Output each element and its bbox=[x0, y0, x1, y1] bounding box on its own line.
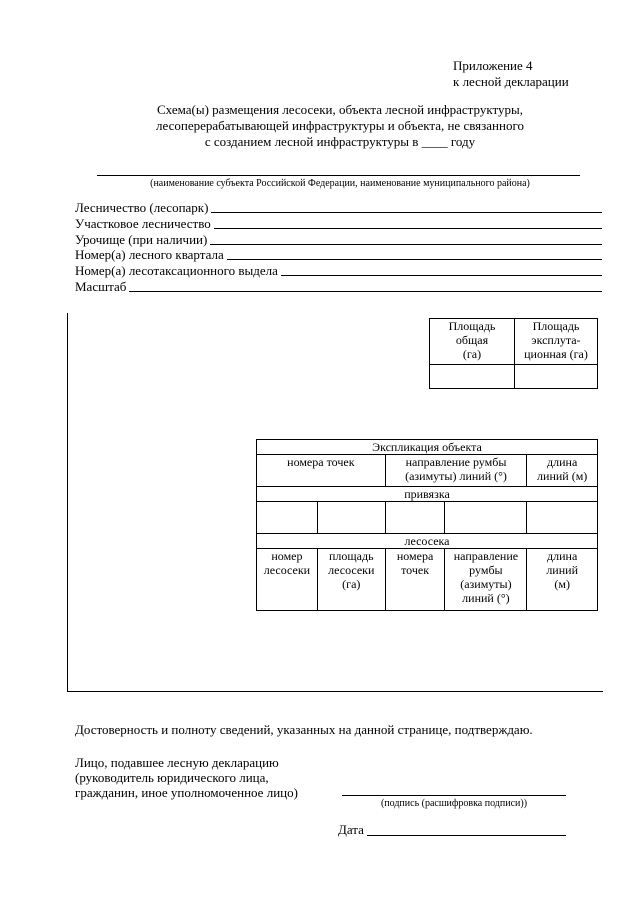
subject-caption: (наименование субъекта Российской Федерации, наименование муниципального района) bbox=[150, 178, 530, 189]
title-line-3: с созданием лесной инфраструктуры в ____ году bbox=[204, 134, 476, 149]
area-table bbox=[429, 318, 598, 389]
area-total-header: Площадь общая (га) bbox=[430, 319, 515, 365]
scale-line[interactable] bbox=[129, 291, 602, 292]
area-operational-header: Площадь эксплута- ционная (га) bbox=[515, 319, 598, 365]
quarter-field[interactable] bbox=[75, 247, 602, 262]
declarant-line-1: Лицо, подавшее лесную декларацию bbox=[75, 755, 279, 770]
declarant-line-2: (руководитель юридического лица, bbox=[75, 770, 269, 785]
date-label: Дата bbox=[338, 822, 364, 837]
area-operational-cell[interactable] bbox=[515, 365, 598, 389]
tract-field[interactable] bbox=[75, 232, 602, 247]
binding-cell-1[interactable] bbox=[257, 502, 318, 534]
plot-area-header: площадь лесосеки (га) bbox=[317, 549, 385, 611]
length-header: длина линий (м) bbox=[527, 455, 598, 487]
title-line-1: Схема(ы) размещения лесосеки, объекта лесной инфраструктуры, bbox=[157, 102, 523, 117]
binding-cell-5[interactable] bbox=[527, 502, 598, 534]
points-header: номера точек bbox=[257, 455, 386, 487]
plot-length-header: длина линий (м) bbox=[527, 549, 598, 611]
plot-row: лесосека bbox=[257, 534, 598, 549]
binding-cell-3[interactable] bbox=[385, 502, 445, 534]
binding-row: привязка bbox=[257, 487, 598, 502]
forestry-line[interactable] bbox=[211, 212, 602, 213]
binding-cell-2[interactable] bbox=[317, 502, 385, 534]
allotment-field[interactable] bbox=[75, 263, 602, 278]
district-forestry-line[interactable] bbox=[214, 228, 602, 229]
binding-cell-4[interactable] bbox=[445, 502, 527, 534]
scale-field[interactable] bbox=[75, 279, 602, 294]
district-forestry-label: Участковое лесничество bbox=[75, 216, 211, 231]
declarant-line-3: гражданин, иное уполномоченное лицо) bbox=[75, 785, 298, 800]
district-forestry-field[interactable] bbox=[75, 216, 602, 231]
confirmation-text: Достоверность и полноту сведений, указанных на данной странице, подтверждаю. bbox=[75, 722, 533, 737]
plot-direction-header: направление румбы (азимуты) линий (°) bbox=[445, 549, 527, 611]
plot-number-header: номер лесосеки bbox=[257, 549, 318, 611]
subject-name-line[interactable] bbox=[97, 175, 580, 176]
area-total-cell[interactable] bbox=[430, 365, 515, 389]
explication-table bbox=[256, 439, 598, 611]
forestry-field[interactable] bbox=[75, 200, 602, 215]
date-line[interactable] bbox=[367, 835, 566, 836]
allotment-line[interactable] bbox=[281, 275, 602, 276]
title-line-2: лесоперерабатывающей инфраструктуры и объекта, не связанного bbox=[156, 118, 524, 133]
tract-line[interactable] bbox=[210, 244, 602, 245]
forestry-label: Лесничество (лесопарк) bbox=[75, 200, 209, 215]
quarter-line[interactable] bbox=[227, 259, 602, 260]
tract-label: Урочище (при наличии) bbox=[75, 232, 208, 247]
signature-caption: (подпись (расшифровка подписи)) bbox=[380, 798, 528, 809]
explication-title: Экспликация объекта bbox=[257, 440, 598, 455]
plot-points-header: номера точек bbox=[385, 549, 445, 611]
scale-label: Масштаб bbox=[75, 279, 127, 294]
direction-header: направление румбы (азимуты) линий (°) bbox=[385, 455, 527, 487]
signature-line[interactable] bbox=[342, 795, 566, 796]
appendix-sub-label: к лесной декларации bbox=[453, 74, 569, 89]
allotment-label: Номер(а) лесотаксационного выдела bbox=[75, 263, 278, 278]
appendix-label: Приложение 4 bbox=[453, 58, 533, 73]
quarter-label: Номер(а) лесного квартала bbox=[75, 247, 224, 262]
